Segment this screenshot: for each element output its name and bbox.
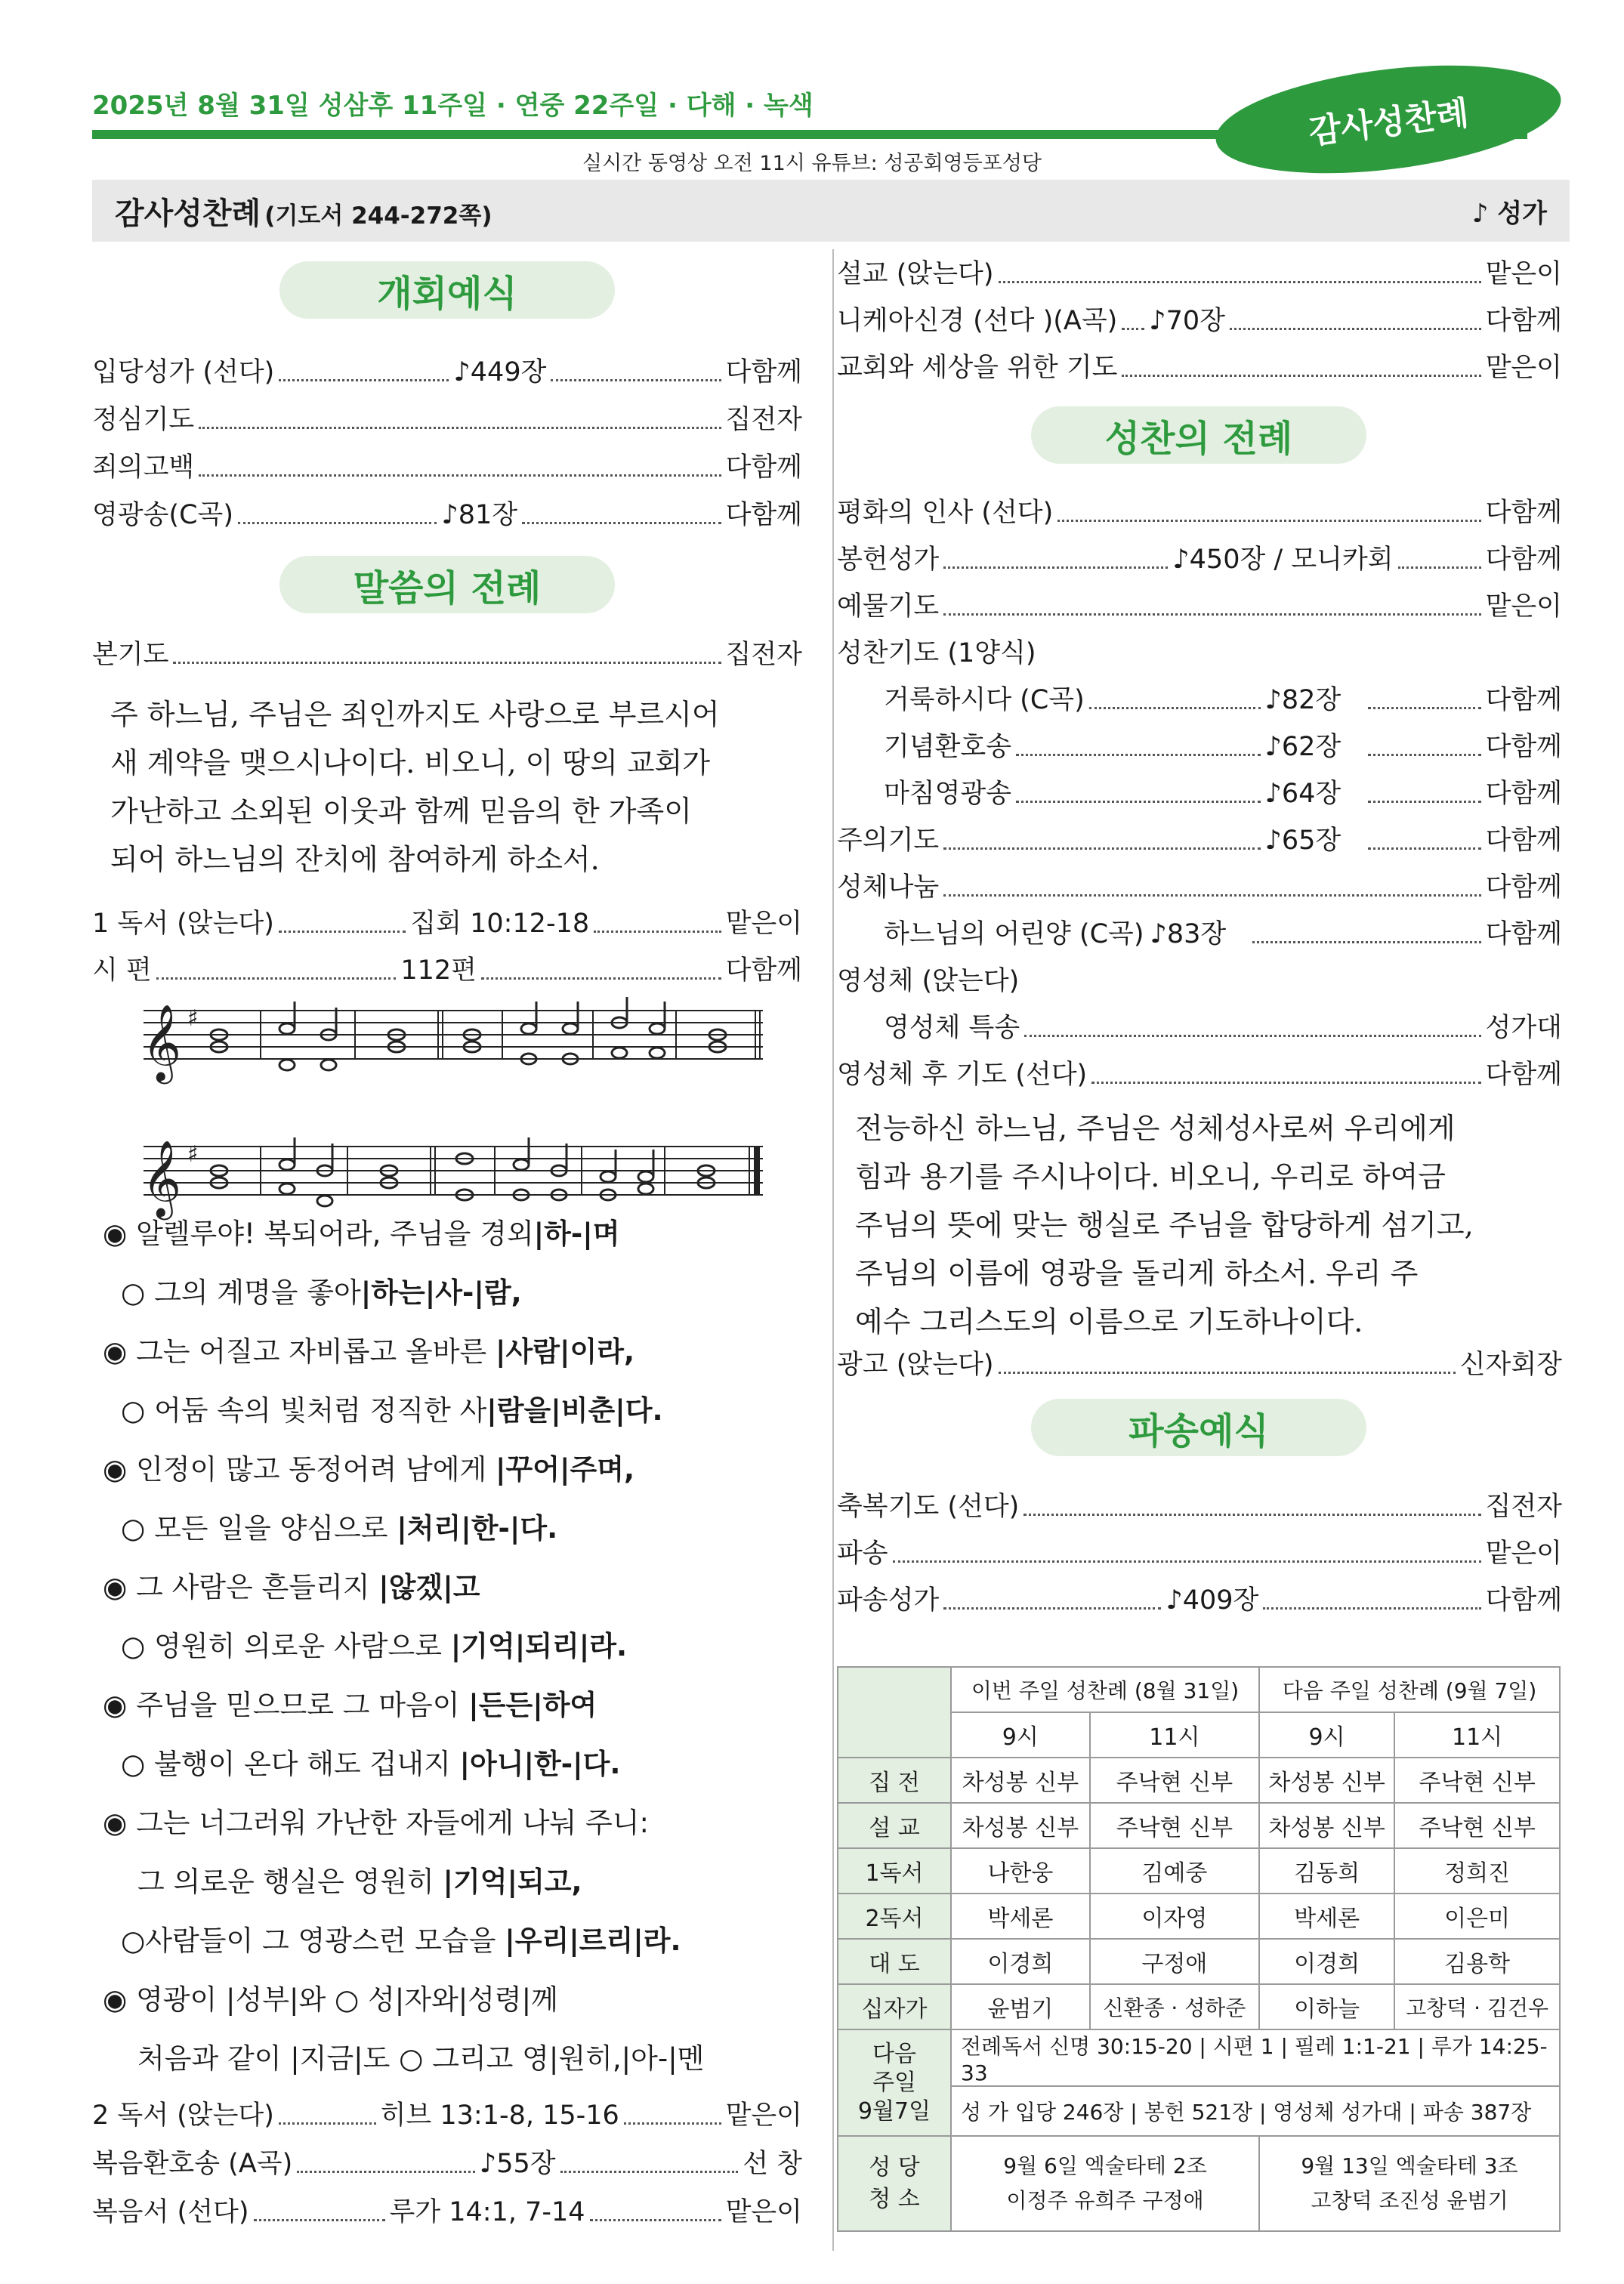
order-label: 니케아신경 (선다 )(A곡): [837, 306, 1118, 336]
role-cell: 집 전: [838, 1758, 951, 1803]
cleaning-line: 9월 6일 엑술타테 2조: [1003, 2153, 1207, 2178]
prayer-line: 주 하느님, 주님은 죄인까지도 사랑으로 부르시어: [110, 698, 720, 731]
order-row: [837, 541, 1562, 579]
table-row: [838, 1758, 1560, 1803]
order-hymn: ♪70장: [1149, 306, 1225, 336]
table-cell: 차성봉 신부: [951, 1758, 1090, 1803]
psalm-text: 인정이 많고 동정어려 남에게: [136, 1453, 496, 1486]
order-role: 다함께: [1485, 498, 1562, 528]
order-label: 예물기도: [837, 591, 940, 622]
psalm-pointing: |기억|되고,: [443, 1866, 582, 1898]
leader-dots: [1016, 801, 1261, 803]
prayer-line: 주님의 뜻에 맞는 행실로 주님을 합당하게 섬기고,: [855, 1208, 1474, 1242]
order-label: 영성체 후 기도 (선다): [837, 1060, 1088, 1090]
svg-text:𝄞: 𝄞: [142, 1003, 182, 1081]
prayer-book-pages: (기도서 244-272쪽): [264, 202, 492, 230]
order-label: 마침영광송: [884, 779, 1012, 809]
table-row: [838, 1667, 1560, 1712]
order-label: 정심기도: [92, 405, 195, 435]
role-cell: 십자가: [838, 1984, 951, 2029]
psalm-verse: [103, 1447, 634, 1492]
psalm-verse: [121, 1388, 663, 1434]
leader-dots: [594, 931, 721, 933]
order-row: [837, 1535, 1562, 1573]
psalm-text: 그는 어질고 자비롭고 올바른: [136, 1335, 496, 1368]
order-label: 봉헌성가: [837, 545, 940, 575]
psalm-mark: ◉: [103, 1335, 128, 1368]
order-row: [837, 822, 1562, 860]
order-row: [837, 869, 1562, 906]
leader-dots: [279, 2122, 376, 2125]
order-role: 다함께: [725, 955, 802, 986]
post-communion-prayer: [855, 1104, 1565, 1346]
leader-dots: [1252, 941, 1480, 943]
table-cell: 이경희: [951, 1939, 1090, 1984]
table-cell: 고창덕 · 김건우: [1394, 1984, 1560, 2029]
order-label: 복음서 (선다): [92, 2197, 249, 2227]
psalm-pointing: |람을|비춘|다.: [486, 1394, 663, 1427]
table-row: [838, 1803, 1560, 1848]
table-cell: 이은미: [1394, 1894, 1560, 1939]
order-label: 평화의 인사 (선다): [837, 498, 1054, 528]
table-cell: 차성봉 신부: [1259, 1758, 1394, 1803]
leader-dots: [999, 281, 1481, 283]
psalm-pointing: |기억|되리|라.: [450, 1630, 628, 1662]
table-cell: 이자영: [1090, 1894, 1259, 1939]
next-sunday-label: [838, 2029, 951, 2136]
cleaning-line: 이정주 유희주 구정애: [1006, 2188, 1204, 2213]
order-row: [92, 2097, 802, 2134]
next-lectionary: 전례독서 신명 30:15-20 | 시편 1 | 필레 1:1-21 | 루가 14:25-33: [951, 2029, 1560, 2086]
order-reference: 112편: [400, 955, 477, 986]
order-role: 맡은이: [1485, 1539, 1562, 1569]
psalm-verse: [137, 1860, 582, 1905]
order-row: [837, 349, 1562, 387]
psalm-pointing: |꾸어|주며,: [496, 1453, 635, 1486]
leader-dots: [481, 977, 721, 980]
order-row: [92, 449, 802, 486]
order-role: 다함께: [1485, 826, 1562, 856]
table-cell: 윤범기: [951, 1984, 1090, 2029]
psalm-mark: ◉: [103, 1983, 128, 2016]
collect-prayer: [110, 690, 805, 884]
psalm-verse: [121, 1918, 681, 1964]
livestream-info: 실시간 동영상 오전 11시 유튜브: 성공회영등포성당: [582, 152, 1042, 175]
cleaning-next-week: [1259, 2136, 1560, 2231]
prayer-line: 힘과 용기를 주시나이다. 비오니, 우리로 하여금: [855, 1160, 1446, 1193]
leader-dots: [1230, 328, 1481, 330]
leader-dots: [199, 427, 721, 429]
order-hymn: ♪65장: [1264, 826, 1341, 856]
ministry-schedule-table: [837, 1666, 1561, 2232]
table-cell: 정희진: [1394, 1848, 1560, 1894]
psalm-pointing: |우리|르리|라.: [505, 1924, 681, 1957]
order-role: 집전자: [725, 405, 802, 435]
psalm-text: 영원히 의로운 사람으로: [154, 1630, 451, 1662]
order-row: [92, 353, 802, 391]
psalm-mark: ○: [121, 1924, 146, 1957]
order-label: 교회와 세상을 위한 기도: [837, 353, 1118, 383]
table-cell: 주낙현 신부: [1394, 1803, 1560, 1848]
order-label: 성찬기도 (1양식): [837, 638, 1036, 668]
psalm-text: 그의 계명을 좋아: [154, 1276, 361, 1309]
leader-dots: [1023, 1514, 1480, 1516]
leader-dots: [943, 847, 1260, 850]
leader-dots: [1089, 707, 1261, 709]
order-role: 다함께: [1485, 872, 1562, 903]
order-label: 축복기도 (선다): [837, 1492, 1020, 1522]
order-hymn: ♪82장: [1264, 685, 1341, 715]
table-row: [838, 1984, 1560, 2029]
leader-dots: [1368, 801, 1481, 803]
label-line: 성 당: [869, 2154, 920, 2181]
order-role: 맡은이: [1485, 591, 1562, 622]
order-label: 기념환호송: [884, 732, 1012, 762]
order-label: 복음환호송 (A곡): [92, 2149, 293, 2179]
service-date-line: 2025년 8월 31일 성삼후 11주일 · 연중 22주일 · 다해 · 녹색: [92, 91, 814, 121]
table-cell: 박세론: [1259, 1894, 1394, 1939]
psalm-text: 그는 너그러워 가난한 자들에게 나눠 주니:: [136, 1807, 649, 1839]
leader-dots: [943, 1607, 1161, 1610]
psalm-text: 그 사람은 흔들리지: [136, 1571, 379, 1603]
leader-dots: [173, 662, 721, 664]
order-reference: 루가 14:1, 7-14: [389, 2197, 585, 2227]
order-row: [92, 952, 802, 989]
order-role: 다함께: [725, 357, 802, 387]
order-row: [92, 496, 802, 534]
order-label: 1 독서 (앉는다): [92, 909, 274, 939]
order-label: 입당성가 (선다): [92, 357, 275, 387]
table-cell: 김동희: [1259, 1848, 1394, 1894]
this-week-header: 이번 주일 성찬례 (8월 31일): [951, 1667, 1259, 1712]
psalm-mark: ○: [121, 1276, 146, 1309]
prayer-line: 전능하신 하느님, 주님은 성체성사로써 우리에게: [855, 1112, 1456, 1145]
table-cell: 김용학: [1394, 1939, 1560, 1984]
hymn-column-label: ♪ 성가: [1471, 198, 1547, 229]
leader-dots: [1016, 754, 1261, 756]
order-role: 다함께: [1485, 732, 1562, 762]
order-row: [837, 302, 1562, 340]
order-row: [837, 255, 1562, 293]
psalm-verse: [137, 2036, 704, 2082]
time-header: 9시: [1259, 1712, 1394, 1758]
leader-dots: [1057, 520, 1480, 522]
order-hymn: ♪83장: [1150, 919, 1227, 949]
order-label: 영성체 특송: [884, 1013, 1020, 1043]
order-row: [837, 1582, 1562, 1619]
psalm-pointing: |아니|한-|다.: [459, 1748, 621, 1780]
role-cell: 1독서: [838, 1848, 951, 1894]
order-label: 영성체 (앉는다): [837, 966, 1020, 996]
order-row: [92, 2145, 802, 2183]
prayer-line: 가난하고 소외된 이웃과 함께 믿음의 한 가족이: [110, 795, 692, 828]
order-row: [884, 775, 1562, 813]
cleaning-line: 9월 13일 엑술타테 3조: [1301, 2153, 1518, 2178]
svg-text:𝄞: 𝄞: [142, 1139, 182, 1217]
order-row: [837, 588, 1562, 625]
table-cell: 이경희: [1259, 1939, 1394, 1984]
svg-text:♯: ♯: [187, 1141, 199, 1168]
leader-dots: [590, 2219, 721, 2221]
order-label: 하느님의 어린양 (C곡): [884, 919, 1144, 949]
leader-dots: [1024, 1035, 1480, 1037]
cleaning-this-week: [951, 2136, 1259, 2231]
table-cell: 박세론: [951, 1894, 1090, 1939]
order-label: 광고 (앉는다): [837, 1350, 994, 1380]
table-corner: [838, 1667, 951, 1758]
psalm-text: 어둠 속의 빛처럼 정직한 사: [154, 1394, 487, 1427]
psalm-verse: [121, 1742, 620, 1787]
psalm-text: 영광이 |성부|와 ○ 성|자와|성령|께: [136, 1983, 558, 2016]
leader-dots: [893, 1560, 1481, 1563]
order-hymn: ♪450장 / 모니카회: [1172, 545, 1394, 575]
column-divider: [832, 249, 834, 2251]
leader-dots: [1263, 1607, 1480, 1610]
order-hymn: ♪55장: [479, 2149, 556, 2179]
order-role: 선 창: [743, 2149, 802, 2179]
psalm-verse: [103, 1211, 619, 1257]
order-label: 본기도: [92, 640, 169, 670]
service-badge: 감사성찬례: [1210, 48, 1567, 190]
leader-dots: [1091, 1082, 1480, 1084]
psalm-pointing: |처리|한-|다.: [397, 1512, 558, 1545]
psalm-mark: ○: [121, 1748, 146, 1780]
leader-dots: [943, 566, 1168, 569]
role-cell: 2독서: [838, 1894, 951, 1939]
psalm-verse: [121, 1506, 557, 1551]
leader-dots: [1398, 566, 1481, 569]
table-cell: 주낙현 신부: [1090, 1758, 1259, 1803]
order-hymn: ♪62장: [1264, 732, 1341, 762]
order-label: 주의기도: [837, 826, 940, 856]
table-cell: 차성봉 신부: [1259, 1803, 1394, 1848]
psalm-text: 주님을 믿으므로 그 마음이: [136, 1689, 469, 1721]
psalm-pointing: |사람|이라,: [496, 1335, 635, 1368]
table-cell: 차성봉 신부: [951, 1803, 1090, 1848]
psalm-text: 처음과 같이 |지금|도 ○ 그리고 영|원히,|아-|멘: [137, 2042, 705, 2075]
psalm-mark: ◉: [103, 1689, 128, 1721]
next-week-header: 다음 주일 성찬례 (9월 7일): [1259, 1667, 1560, 1712]
liturgy-title-bar: [92, 180, 1570, 242]
order-label: 시 편: [92, 955, 152, 986]
order-role: 다함께: [725, 452, 802, 483]
psalm-pointing: |하-|며: [533, 1218, 620, 1250]
psalm-mark: ◉: [103, 1807, 128, 1839]
order-label: 영광송(C곡): [92, 500, 233, 530]
table-cell: 주낙현 신부: [1090, 1803, 1259, 1848]
leader-dots: [1368, 754, 1481, 756]
leader-dots: [1122, 375, 1480, 377]
order-role: 성가대: [1485, 1013, 1562, 1043]
order-role: 신자회장: [1459, 1350, 1562, 1380]
psalm-text: 불행이 온다 해도 겁내지: [154, 1748, 460, 1780]
psalm-mark: ○: [121, 1394, 146, 1427]
communion-title: [837, 962, 1562, 1000]
psalm-pointing: |않겠|고: [378, 1571, 480, 1603]
order-role: 다함께: [1485, 685, 1562, 715]
prayer-line: 새 계약을 맺으시나이다. 비오니, 이 땅의 교회가: [110, 746, 711, 779]
order-row: [837, 494, 1562, 532]
order-label: 설교 (앉는다): [837, 259, 994, 289]
table-row: [838, 2029, 1560, 2086]
cleaning-label: [838, 2136, 951, 2231]
label-line: 주일: [872, 2069, 916, 2096]
psalm-mark: ◉: [103, 1453, 128, 1486]
chant-notation: [136, 995, 770, 1222]
section-heading-dismissal: 파송예식: [1031, 1399, 1366, 1456]
order-label: 죄의고백: [92, 452, 195, 483]
psalm-mark: ◉: [103, 1218, 128, 1250]
order-role: 맡은이: [725, 909, 803, 939]
psalm-text: 모든 일을 양심으로: [154, 1512, 397, 1545]
leader-dots: [522, 522, 721, 524]
order-row: [884, 1009, 1562, 1047]
psalm-pointing: |든든|하여: [468, 1689, 597, 1721]
order-row: [884, 915, 1562, 953]
role-cell: 설 교: [838, 1803, 951, 1848]
liturgy-title: 감사성찬례: [115, 196, 261, 231]
table-cell: 나한웅: [951, 1848, 1090, 1894]
order-row: [837, 1488, 1562, 1526]
order-reference: 집회 10:12-18: [410, 909, 590, 939]
order-role: 맡은이: [1485, 259, 1562, 289]
order-label: 성체나눔: [837, 872, 940, 903]
leader-dots: [254, 2219, 385, 2221]
role-cell: 대 도: [838, 1939, 951, 1984]
order-row: [837, 1346, 1562, 1384]
time-header: 11시: [1394, 1712, 1560, 1758]
order-role: 다함께: [1485, 1060, 1562, 1090]
table-row: [838, 1848, 1560, 1894]
psalm-verse: [103, 1329, 634, 1375]
leader-dots: [1368, 707, 1481, 709]
order-label: 파송: [837, 1539, 888, 1569]
order-role: 다함께: [1485, 779, 1562, 809]
order-label: 파송성가: [837, 1585, 940, 1616]
psalm-verse: [103, 1683, 597, 1728]
order-role: 맡은이: [725, 2100, 802, 2131]
order-role: 맡은이: [1485, 353, 1562, 383]
prayer-line: 되어 하느님의 잔치에 참여하게 하소서.: [110, 843, 600, 876]
table-row: [838, 1939, 1560, 1984]
leader-dots: [551, 379, 721, 381]
order-role: 다함께: [1485, 919, 1562, 949]
label-line: 다음: [872, 2040, 916, 2067]
label-line: 9월7일: [857, 2097, 931, 2125]
leader-dots: [279, 931, 406, 933]
order-role: 맡은이: [725, 2197, 802, 2227]
leader-dots: [999, 1372, 1456, 1374]
psalm-verse: [121, 1624, 627, 1669]
order-row: [92, 636, 802, 674]
psalm-text: 그 의로운 행실은 영원히: [137, 1866, 443, 1898]
leader-dots: [560, 2171, 739, 2173]
table-cell: 김예중: [1090, 1848, 1259, 1894]
psalm-mark: ○: [121, 1512, 146, 1545]
psalm-text: 사람들이 그 영광스런 모습을: [145, 1924, 505, 1957]
leader-dots: [1122, 328, 1144, 330]
prayer-line: 주님의 이름에 영광을 돌리게 하소서. 우리 주: [855, 1257, 1419, 1290]
order-role: 다함께: [1485, 1585, 1563, 1616]
psalm-text: 알렐루야! 복되어라, 주님을 경외: [136, 1218, 534, 1250]
order-row: [837, 1056, 1562, 1094]
order-role: 다함께: [1485, 545, 1562, 575]
order-role: 다함께: [1485, 306, 1562, 336]
order-row: [92, 905, 802, 943]
table-cell: 신환종 · 성하준: [1090, 1984, 1259, 2029]
label-line: 청 소: [869, 2186, 920, 2212]
leader-dots: [943, 894, 1480, 897]
psalm-verse: [103, 1565, 480, 1610]
order-hymn: ♪64장: [1264, 779, 1341, 809]
order-reference: 히브 13:1-8, 15-16: [380, 2100, 619, 2131]
cleaning-line: 고창덕 조진성 윤범기: [1311, 2188, 1508, 2213]
order-hymn: ♪81장: [441, 500, 518, 530]
order-row: [884, 728, 1562, 766]
leader-dots: [238, 522, 437, 524]
order-hymn: ♪409장: [1166, 1585, 1259, 1616]
table-row: [838, 2136, 1560, 2231]
section-heading-opening: 개회예식: [279, 261, 615, 319]
psalm-pointing: |하는|사-|람,: [360, 1276, 522, 1309]
order-role: 집전자: [725, 640, 802, 670]
leader-dots: [199, 474, 721, 477]
time-header: 9시: [951, 1712, 1090, 1758]
time-header: 11시: [1090, 1712, 1259, 1758]
order-role: 다함께: [725, 500, 802, 530]
leader-dots: [279, 379, 449, 381]
order-label: 거룩하시다 (C곡): [884, 685, 1085, 715]
psalm-verse: [103, 1801, 649, 1846]
psalm-chant-score: [136, 995, 770, 1222]
prayer-line: 예수 그리스도의 이름으로 기도하나이다.: [855, 1305, 1363, 1338]
psalm-mark: ○: [121, 1630, 146, 1662]
order-row: [884, 681, 1562, 719]
leader-dots: [297, 2171, 475, 2173]
eucharistic-prayer-title: [837, 634, 1562, 672]
table-cell: 주낙현 신부: [1394, 1758, 1560, 1803]
table-cell: 구정애: [1090, 1939, 1259, 1984]
order-label: 2 독서 (앉는다): [92, 2100, 274, 2131]
section-heading-word: 말씀의 전례: [279, 556, 615, 613]
leader-dots: [156, 977, 397, 980]
table-cell: 이하늘: [1259, 1984, 1394, 2029]
psalm-verse: [103, 1977, 558, 2023]
svg-text:♯: ♯: [187, 1005, 199, 1032]
leader-dots: [943, 613, 1480, 616]
order-role: 집전자: [1485, 1492, 1562, 1522]
order-hymn: ♪449장: [453, 357, 547, 387]
order-row: [92, 401, 802, 439]
order-row: [92, 2193, 802, 2231]
table-row: [838, 1894, 1560, 1939]
psalm-mark: ◉: [103, 1571, 128, 1603]
psalm-verse: [121, 1270, 522, 1316]
leader-dots: [624, 2122, 721, 2125]
leader-dots: [1368, 847, 1481, 850]
section-heading-eucharist: 성찬의 전례: [1031, 406, 1366, 464]
next-hymns: 성 가 입당 246장 | 봉헌 521장 | 영성체 성가대 | 파송 387장: [951, 2086, 1560, 2136]
